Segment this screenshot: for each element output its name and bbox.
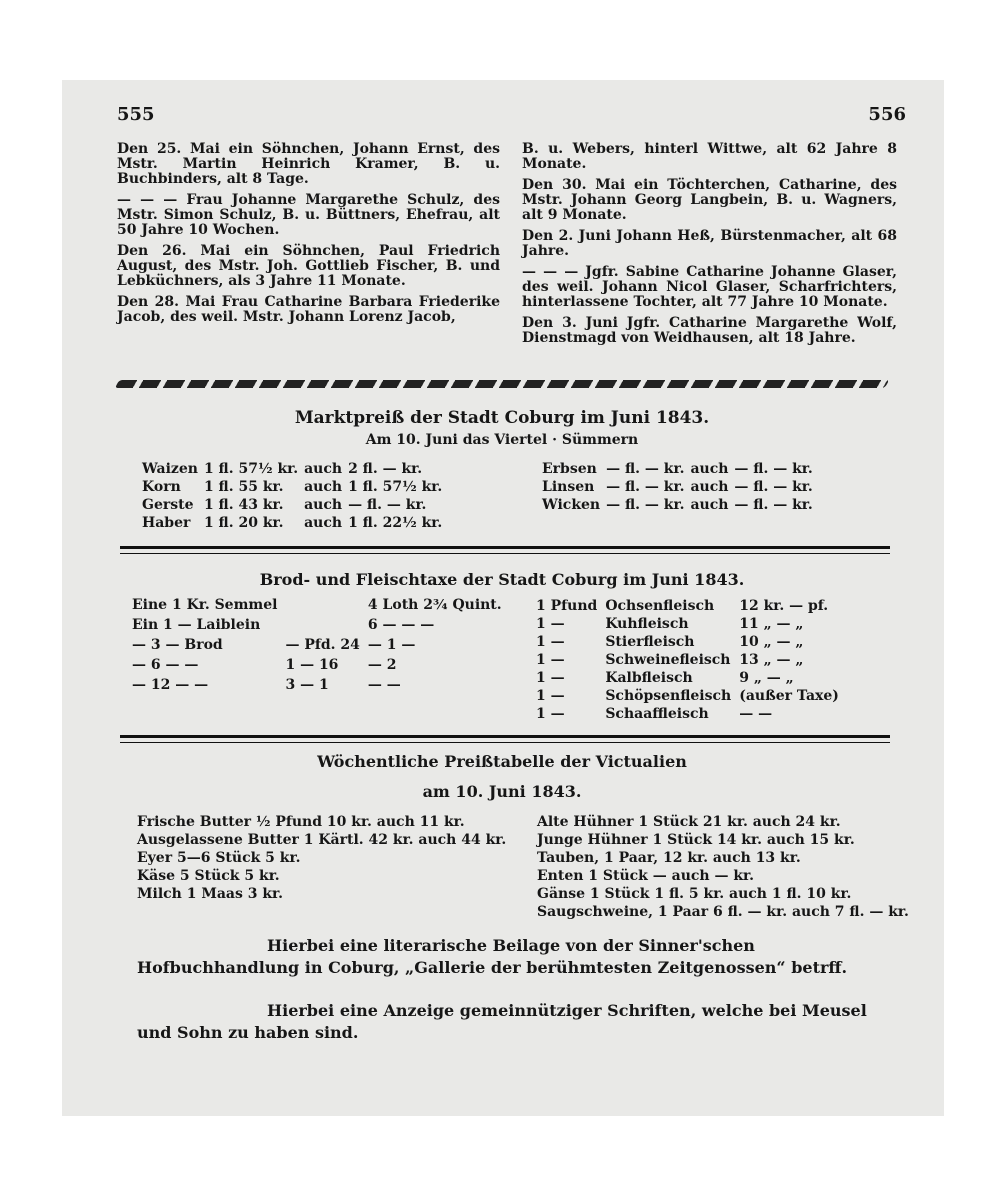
table-row (536, 597, 847, 615)
list-item: Gänse 1 Stück 1 fl. 5 kr. auch 1 fl. 10 kr. (537, 886, 852, 902)
list-item: Alte Hühner 1 Stück 21 kr. auch 24 kr. (537, 814, 841, 830)
table-cell: 3 — 1 (285, 677, 329, 693)
table-cell: 1 — (536, 688, 565, 704)
table-cell: — Pfd. 24 (285, 637, 360, 653)
weekly-price-list-right (537, 813, 909, 921)
table-cell: 1 fl. 20 kr. (203, 515, 284, 531)
table-cell: Ein 1 — Laiblein (132, 617, 261, 633)
weekly-price-date: am 10. Juni 1843. (422, 782, 582, 801)
list-item: Milch 1 Maas 3 kr. (137, 886, 284, 902)
table-cell: 10 „ — „ (739, 634, 804, 650)
table-cell: — 2 (367, 657, 397, 673)
newspaper-page (62, 80, 944, 1116)
table-cell: Eine 1 Kr. Semmel (132, 597, 278, 613)
table-row (536, 651, 847, 669)
table-row (142, 478, 448, 496)
list-item: Eyer 5—6 Stück 5 kr. (137, 850, 301, 866)
list-item: Tauben, 1 Paar, 12 kr. auch 13 kr. (537, 850, 801, 866)
table-cell: 4 Loth 2¾ Quint. (367, 597, 502, 613)
table-cell: — — (367, 677, 401, 693)
table-cell: auch (690, 479, 729, 495)
table-cell (285, 615, 367, 635)
table-row (536, 615, 847, 633)
bread-tax-table (132, 595, 510, 695)
table-cell: 11 „ — „ (739, 616, 804, 632)
table-row (142, 460, 448, 478)
table-cell: 13 „ — „ (739, 652, 804, 668)
wavy-divider (115, 380, 890, 388)
obituary-entry: — — — Frau Johanne Margarethe Schulz, des Mstr. Simon Schulz, B. u. Büttners, Ehefrau, alt 50 Jahre 10 Wochen. (117, 192, 500, 238)
table-cell: 1 — (536, 706, 565, 722)
list-item: Frische Butter ½ Pfund 10 kr. auch 11 kr. (137, 814, 465, 830)
legume-price-table (542, 460, 819, 514)
table-cell: Ochsenfleisch (605, 598, 715, 614)
table-cell: Wicken (542, 497, 601, 513)
list-item: Saugschweine, 1 Paar 6 fl. — kr. auch 7 fl. — kr. (537, 904, 909, 920)
double-rule-divider (120, 735, 890, 743)
obituary-entry: Den 3. Juni Jgfr. Catharine Margarethe Wolf, Dienstmagd von Weidhausen, alt 18 Jahre. (522, 315, 897, 346)
table-cell: 9 „ — „ (739, 670, 794, 686)
table-row (132, 675, 510, 695)
table-cell: Linsen (542, 479, 595, 495)
table-cell: 1 Pfund (536, 598, 598, 614)
table-cell: — 12 — — (132, 677, 209, 693)
table-cell: auch (304, 497, 343, 513)
table-cell: — fl. — kr. (734, 479, 813, 495)
list-item: Käse 5 Stück 5 kr. (137, 868, 280, 884)
table-cell: — fl. — kr. (734, 497, 813, 513)
table-cell: 1 — (536, 616, 565, 632)
table-cell: 2 fl. — kr. (348, 461, 423, 477)
list-item: Junge Hühner 1 Stück 14 kr. auch 15 kr. (537, 832, 855, 848)
market-price-title: Marktpreiß der Stadt Coburg im Juni 1843. (294, 408, 710, 428)
obituary-entry: Den 28. Mai Frau Catharine Barbara Friederike Jacob, des weil. Mstr. Johann Lorenz Jacob, (117, 294, 500, 325)
table-cell: Stierfleisch (605, 634, 695, 650)
obituary-column-left (117, 142, 500, 331)
table-cell: Korn (142, 479, 181, 495)
table-cell: auch (304, 479, 343, 495)
market-price-subtitle: Am 10. Juni das Viertel · Sümmern (365, 432, 639, 448)
table-cell: 1 — (536, 670, 565, 686)
page-number-right: 556 (868, 104, 906, 125)
table-cell: — fl. — kr. (734, 461, 813, 477)
table-cell: 12 kr. — pf. (739, 598, 829, 614)
grain-price-table (142, 460, 448, 532)
weekly-price-title: Wöchentliche Preißtabelle der Victualien (317, 752, 687, 771)
table-cell: auch (304, 515, 343, 531)
table-row (536, 669, 847, 687)
advertisement-notice: Hierbei eine Anzeige gemeinnütziger Schriften, welche bei Meusel und Sohn zu haben sind. (137, 1001, 867, 1042)
table-row (542, 460, 819, 478)
bread-meat-tax-title: Brod- und Fleischtaxe der Stadt Coburg im Juni 1843. (259, 570, 745, 589)
table-cell: auch (690, 461, 729, 477)
table-cell: — fl. — kr. (606, 497, 685, 513)
table-cell: — fl. — kr. (606, 479, 685, 495)
obituary-column-right (522, 142, 897, 352)
page-number-left: 555 (117, 104, 155, 125)
table-cell: 1 — 16 (285, 657, 339, 673)
table-cell: Schweinefleisch (605, 652, 731, 668)
table-cell: — 6 — — (132, 657, 199, 673)
table-cell (285, 595, 367, 615)
table-cell: Erbsen (542, 461, 597, 477)
table-row (536, 705, 847, 723)
obituary-entry: B. u. Webers, hinterl Wittwe, alt 62 Jahre 8 Monate. (522, 141, 897, 172)
table-row (142, 514, 448, 532)
table-row (142, 496, 448, 514)
table-row (542, 496, 819, 514)
table-cell: Gerste (142, 497, 194, 513)
table-cell: 1 fl. 43 kr. (203, 497, 284, 513)
table-row (536, 687, 847, 705)
table-cell: — fl. — kr. (348, 497, 427, 513)
obituary-entry: Den 26. Mai ein Söhnchen, Paul Friedrich August, des Mstr. Joh. Gottlieb Fischer, B. und Lebküchners, als 3 Jahre 11 Monate. (117, 243, 500, 289)
table-row (536, 633, 847, 651)
table-cell: 1 fl. 57½ kr. (348, 479, 443, 495)
list-item: Ausgelassene Butter 1 Kärtl. 42 kr. auch 44 kr. (137, 832, 507, 848)
meat-tax-table (536, 597, 847, 723)
weekly-price-list-left (137, 813, 506, 903)
table-cell: 1 fl. 22½ kr. (348, 515, 443, 531)
table-row (132, 615, 510, 635)
table-cell: 1 — (536, 652, 565, 668)
table-cell: (außer Taxe) (739, 688, 839, 704)
table-cell: 6 — — — (367, 617, 435, 633)
table-cell: auch (304, 461, 343, 477)
obituary-entry: — — — Jgfr. Sabine Catharine Johanne Glaser, des weil. Johann Nicol Glaser, Scharfrichters, hinterlassene Tochter, alt 77 Jahre 10 Monate. (522, 264, 897, 310)
table-cell: — fl. — kr. (606, 461, 685, 477)
table-cell: 1 fl. 57½ kr. (203, 461, 299, 477)
table-row (132, 635, 510, 655)
table-cell: Schaaffleisch (605, 706, 709, 722)
obituary-entry: Den 25. Mai ein Söhnchen, Johann Ernst, des Mstr. Martin Heinrich Kramer, B. u. Buchbinders, alt 8 Tage. (117, 141, 500, 187)
list-item: Enten 1 Stück — auch — kr. (537, 868, 754, 884)
table-cell: — — (739, 706, 773, 722)
table-cell: Kalbfleisch (605, 670, 693, 686)
table-row (132, 655, 510, 675)
table-cell: 1 — (536, 634, 565, 650)
table-row (132, 595, 510, 615)
table-cell: Waizen (142, 461, 198, 477)
table-row (542, 478, 819, 496)
double-rule-divider (120, 546, 890, 554)
table-cell: Haber (142, 515, 191, 531)
table-cell: auch (690, 497, 729, 513)
table-cell: Schöpsenfleisch (605, 688, 732, 704)
table-cell: — 3 — Brod (132, 637, 223, 653)
table-cell: Kuhfleisch (605, 616, 689, 632)
obituary-entry: Den 30. Mai ein Töchterchen, Catharine, des Mstr. Johann Georg Langbein, B. u. Wagners, alt 9 Monate. (522, 177, 897, 223)
table-cell: 1 fl. 55 kr. (203, 479, 284, 495)
table-cell: — 1 — (367, 637, 416, 653)
obituary-entry: Den 2. Juni Johann Heß, Bürstenmacher, alt 68 Jahre. (522, 228, 897, 259)
supplement-notice: Hierbei eine literarische Beilage von der Sinner'schen Hofbuchhandlung in Coburg, „Gallerie der berühmtesten Zeitgenossen“ betrff. (137, 936, 848, 977)
